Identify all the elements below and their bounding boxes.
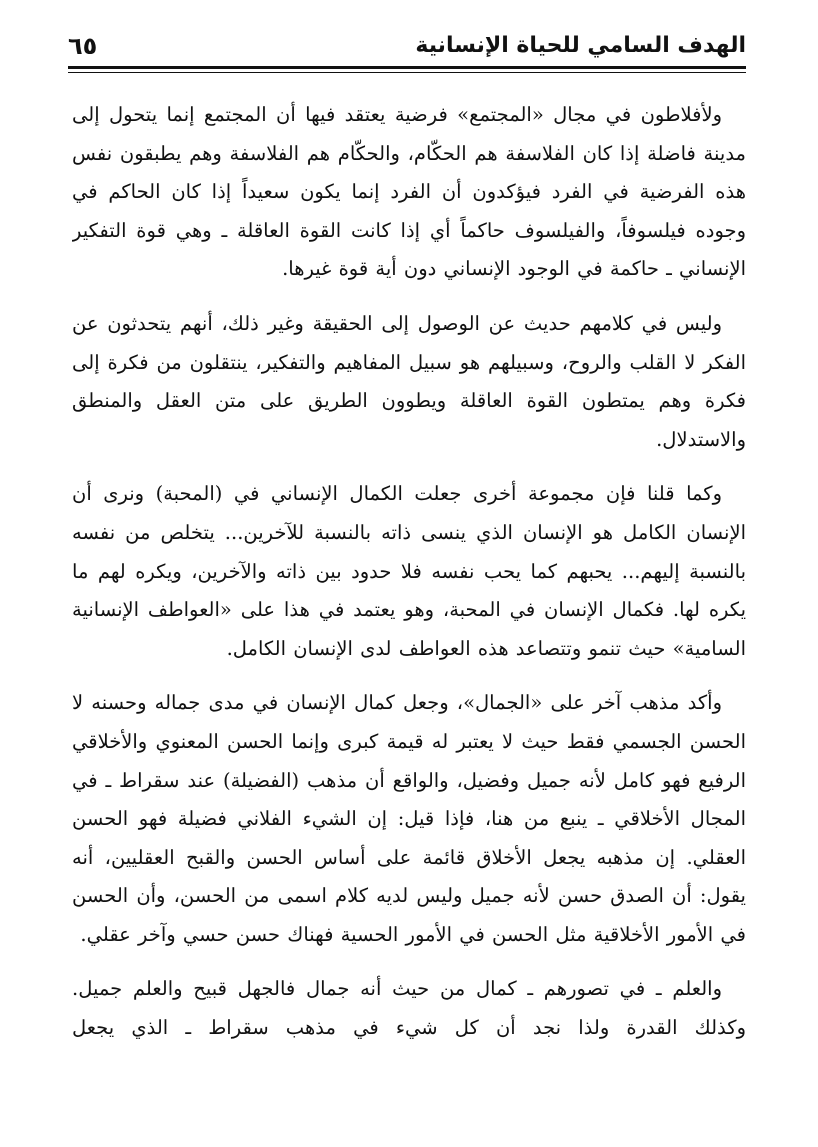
body-text <box>72 96 746 1139</box>
header-rule-thin <box>68 72 746 73</box>
running-header <box>68 22 746 62</box>
header-rule <box>68 66 746 69</box>
paragraph-reason: وليس في كلامهم حديث عن الوصول إلى الحقيقة وغير ذلك، أنهم يتحدثون عن الفكر لا القلب والروح، وسبيلهم هو سبيل المفاهيم والتفكير، ينتقلون من فكرة إلى فكرة وهم يمتطون القوة العاقلة ويطوون الطريق على متن العقل والمنطق والاستدلال. <box>72 311 746 451</box>
paragraph-plato: ولأفلاطون في مجال «المجتمع» فرضية يعتقد فيها أن المجتمع إنما يتحول إلى مدينة فاضلة إذا كان الفلاسفة هم الحكّام، والحكّام هم الفلاسفة وهم يطبقون نفس هذه الفرضية في الفرد فيؤكدون أن الفرد إنما يكون سعيداً إذا كان الحاكم في وجوده فيلسوفاً، والفيلسوف حاكماً أي إذا كانت القوة العاقلة ـ وهي قوة التفكير الإنساني ـ حاكمة في الوجود الإنساني دون أية قوة غيرها. <box>72 103 746 281</box>
paragraph-knowledge: والعلم ـ في تصورهم ـ كمال من حيث أنه جمال فالجهل قبيح والعلم جميل. وكذلك القدرة ولذا نجد أن كل شيء في مذهب سقراط ـ الذي يجعل <box>72 977 746 1040</box>
paragraph-beauty: وأكد مذهب آخر على «الجمال»، وجعل كمال الإنسان في مدى جماله وحسنه لا الحسن الجسمي فقط حيث لا يعتبر له قيمة كبرى وإنما الحسن المعنوي والأخلاقي الرفيع فهو كامل لأنه جميل وفضيل، والواقع أن مذهب (الفضيلة) عند سقراط ـ في المجال الأخلاقي ـ ينبع من هنا، فإذا قيل: إن الشيء الفلاني فضيلة فهو الحسن العقلي. إن مذهبه يجعل الأخلاق قائمة على أساس الحسن والقبح العقليين، أنه يقول: أن الصدق حسن لأنه جميل وليس لديه كلام اسمى من الحسن، وأن الحسن في الأمور الأخلاقية مثل الحسن في الأمور الحسية فهناك حسن حسي وآخر عقلي. <box>72 691 746 946</box>
header-title: الهدف السامي للحياة الإنسانية <box>415 33 746 58</box>
page-number: ٦٥ <box>68 32 98 60</box>
paragraph-love: وكما قلنا فإن مجموعة أخرى جعلت الكمال الإنساني في (المحبة) ونرى أن الإنسان الكامل هو الإنسان الذي ينسى ذاته بالنسبة للآخرين... يتخلص من نفسه بالنسبة إليهم... يحبهم كما يحب نفسه فلا حدود بين ذاته والآخرين، ويكره لهم ما يكره لها. فكمال الإنسان في المحبة، وهو يعتمد في هذا على «العواطف الإنسانية السامية» حيث تنمو وتتصاعد هذه العواطف لدى الإنسان الكامل. <box>72 482 746 660</box>
